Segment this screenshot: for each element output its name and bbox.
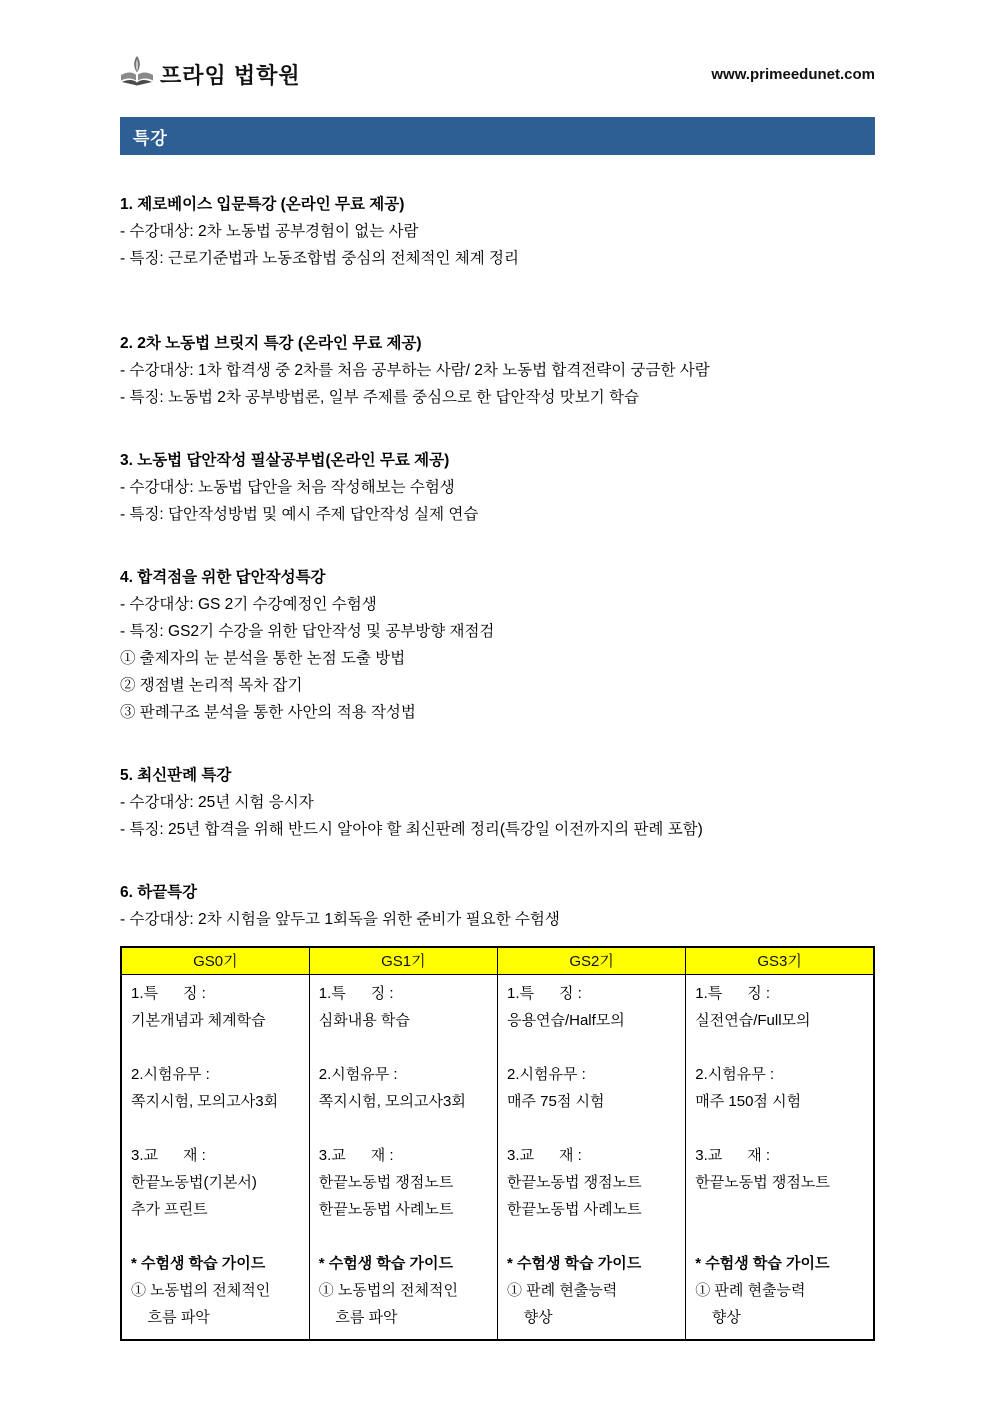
cell-line: 2.시험유무 : <box>507 1065 586 1083</box>
cell-line: * 수험생 학습 가이드 <box>131 1254 266 1272</box>
cell-line <box>695 1034 865 1061</box>
section-line: - 수강대상: 25년 시험 응시자 <box>120 794 314 811</box>
table-cell-GS0기 <box>121 974 309 1340</box>
cell-line: 실전연습/Full모의 <box>695 1011 811 1029</box>
book-quill-icon <box>120 56 154 93</box>
section-line: ② 쟁점별 논리적 목차 잡기 <box>120 677 303 694</box>
section-5 <box>120 762 875 843</box>
table-cell-GS2기 <box>498 974 686 1340</box>
section-line: - 특징: 노동법 2차 공부방법론, 일부 주제를 중심으로 한 답안작성 맛보기 학습 <box>120 389 639 406</box>
cell-line: 매주 150점 시험 <box>695 1092 802 1110</box>
cell-line: 3.교 재 : <box>131 1146 206 1164</box>
cell-line <box>131 1223 301 1250</box>
table-header-GS0기: GS0기 <box>121 947 309 974</box>
cell-line: 추가 프린트 <box>131 1200 208 1218</box>
brand-name: 프라임 법학원 <box>160 63 301 88</box>
section-line: - 수강대상: GS 2기 수강예정인 수험생 <box>120 596 377 613</box>
section-3 <box>120 447 875 528</box>
cell-line: * 수험생 학습 가이드 <box>318 1254 454 1272</box>
cell-line: 1.특 징 : <box>318 984 394 1002</box>
section-heading: 4. 합격점을 위한 답안작성특강 <box>120 569 326 586</box>
cell-line: * 수험생 학습 가이드 <box>507 1254 642 1272</box>
page-header <box>120 0 875 93</box>
section-4 <box>120 564 875 726</box>
cell-line: 한끝노동법 쟁점노트 <box>695 1173 830 1191</box>
table-header-GS1기: GS1기 <box>309 947 497 974</box>
cell-line: 쪽지시험, 모의고사3회 <box>318 1092 466 1110</box>
section-line: - 특징: 답안작성방법 및 예시 주제 답안작성 실제 연습 <box>120 506 479 523</box>
section-heading: 6. 하끝특강 <box>120 884 198 901</box>
cell-line: 기본개념과 체계학습 <box>131 1011 266 1029</box>
section-1 <box>120 191 875 272</box>
cell-line: 심화내용 학습 <box>318 1011 410 1029</box>
page-title: 특강 <box>133 128 168 148</box>
section-heading: 5. 최신판례 특강 <box>120 767 232 784</box>
cell-line: 흐름 파악 <box>318 1308 398 1326</box>
cell-line: 향상 <box>695 1308 741 1326</box>
cell-line <box>695 1115 865 1142</box>
cell-line <box>695 1196 865 1223</box>
cell-line: 3.교 재 : <box>318 1146 394 1164</box>
cell-line <box>319 1115 489 1142</box>
section-heading: 2. 2차 노동법 브릿지 특강 (온라인 무료 제공) <box>120 335 422 352</box>
section-line: - 특징: 근로기준법과 노동조합법 중심의 전체적인 체계 정리 <box>120 250 519 267</box>
cell-line: ① 판례 현출능력 <box>695 1281 806 1299</box>
sections <box>120 191 875 933</box>
cell-line: 1.특 징 : <box>507 984 582 1002</box>
section-heading: 3. 노동법 답안작성 필살공부법(온라인 무료 제공) <box>120 452 450 469</box>
section-heading: 1. 제로베이스 입문특강 (온라인 무료 제공) <box>120 196 405 213</box>
cell-line <box>131 1034 301 1061</box>
cell-line: 1.특 징 : <box>131 984 206 1002</box>
section-line: ① 출제자의 눈 분석을 통한 논점 도출 방법 <box>120 650 406 667</box>
table-header-GS2기: GS2기 <box>498 947 686 974</box>
cell-line: 한끝노동법 쟁점노트 <box>507 1173 642 1191</box>
cell-line: 한끝노동법 사례노트 <box>507 1200 642 1218</box>
cell-line: 3.교 재 : <box>695 1146 771 1164</box>
website-url: www.primeedunet.com <box>711 66 875 83</box>
section-6 <box>120 879 875 933</box>
cell-line <box>319 1034 489 1061</box>
table-cell-GS1기 <box>309 974 497 1340</box>
cell-line: 3.교 재 : <box>507 1146 582 1164</box>
cell-line: 1.특 징 : <box>695 984 771 1002</box>
section-line: - 수강대상: 2차 시험을 앞두고 1회독을 위한 준비가 필요한 수험생 <box>120 911 560 928</box>
section-line: - 수강대상: 노동법 답안을 처음 작성해보는 수험생 <box>120 479 455 496</box>
cell-line: 2.시험유무 : <box>695 1065 775 1083</box>
cell-line: 2.시험유무 : <box>131 1065 210 1083</box>
title-bar <box>120 117 875 155</box>
cell-line <box>131 1115 301 1142</box>
cell-line: ① 판례 현출능력 <box>507 1281 618 1299</box>
cell-line: 한끝노동법 사례노트 <box>318 1200 454 1218</box>
table-cell-GS3기 <box>686 974 874 1340</box>
cell-line <box>319 1223 489 1250</box>
section-line: - 수강대상: 1차 합격생 중 2차를 처음 공부하는 사람/ 2차 노동법 합격전략이 궁금한 사람 <box>120 362 710 379</box>
section-2 <box>120 330 875 411</box>
course-table <box>120 946 875 1341</box>
cell-line <box>507 1115 677 1142</box>
cell-line <box>695 1223 865 1250</box>
section-line: - 특징: GS2기 수강을 위한 답안작성 및 공부방향 재점검 <box>120 623 495 640</box>
cell-line: 쪽지시험, 모의고사3회 <box>131 1092 279 1110</box>
section-line: - 특징: 25년 합격을 위해 반드시 알아야 할 최신판례 정리(특강일 이전까지의 판례 포함) <box>120 821 703 838</box>
cell-line <box>507 1223 677 1250</box>
course-table-body-row <box>121 974 874 1340</box>
cell-line: 2.시험유무 : <box>318 1065 398 1083</box>
cell-line: ① 노동법의 전체적인 <box>131 1281 271 1299</box>
section-line: ③ 판례구조 분석을 통한 사안의 적용 작성법 <box>120 704 416 721</box>
cell-line: 매주 75점 시험 <box>507 1092 605 1110</box>
cell-line: 한끝노동법 쟁점노트 <box>318 1173 454 1191</box>
cell-line: ① 노동법의 전체적인 <box>318 1281 459 1299</box>
cell-line: 한끝노동법(기본서) <box>131 1173 257 1191</box>
cell-line: 향상 <box>507 1308 553 1326</box>
cell-line: * 수험생 학습 가이드 <box>695 1254 830 1272</box>
section-line: - 수강대상: 2차 노동법 공부경험이 없는 사람 <box>120 223 419 240</box>
table-header-GS3기: GS3기 <box>686 947 874 974</box>
course-table-header-row <box>121 947 874 974</box>
cell-line: 응용연습/Half모의 <box>507 1011 625 1029</box>
cell-line: 흐름 파악 <box>131 1308 210 1326</box>
cell-line <box>507 1034 677 1061</box>
brand <box>120 56 301 93</box>
